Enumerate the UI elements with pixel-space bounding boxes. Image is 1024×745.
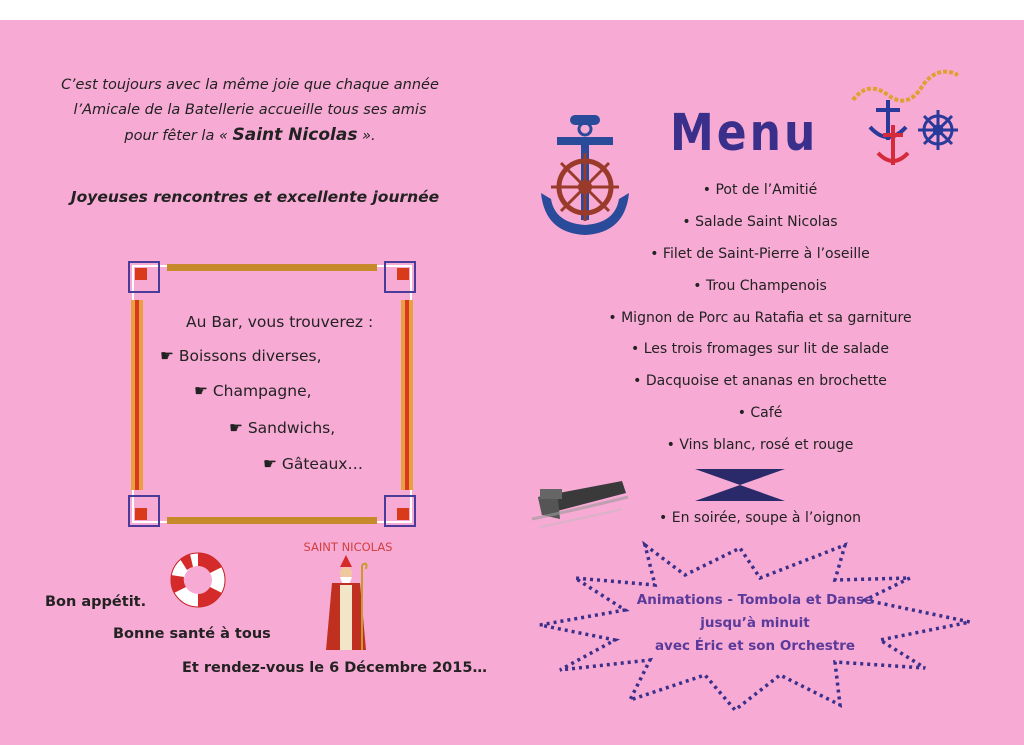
- menu-item: • Trou Champenois: [693, 278, 827, 294]
- bar-item: ☛ Gâteaux…: [263, 455, 363, 473]
- bonne-sante: Bonne santé à tous: [113, 626, 271, 642]
- menu-item: • Dacquoise et ananas en brochette: [633, 373, 887, 389]
- bar-item: ☛ Sandwichs,: [229, 419, 336, 437]
- pointing-hand-icon: ☛: [229, 419, 248, 437]
- anchors-rope-icon: [848, 65, 968, 175]
- animations-line-2: jusqu’à minuit: [700, 615, 810, 631]
- menu-item: • Mignon de Porc au Ratafia et sa garniture: [608, 310, 912, 326]
- lifebuoy-icon: [160, 545, 236, 615]
- bar-item: ☛ Boissons diverses,: [160, 347, 322, 365]
- rendez-vous: Et rendez-vous le 6 Décembre 2015…: [182, 660, 487, 676]
- menu-card: [0, 20, 1024, 745]
- menu-item: • Café: [737, 405, 783, 421]
- greeting-line: Joyeuses rencontres et excellente journée: [70, 188, 440, 206]
- intro-line-3: pour fêter la « Saint Nicolas ».: [124, 125, 376, 145]
- menu-item: • Pot de l’Amitié: [702, 182, 818, 198]
- intro-line-1: C’est toujours avec la même joie que chaque année: [61, 77, 439, 93]
- menu-item: • En soirée, soupe à l’oignon: [659, 510, 861, 526]
- bon-appetit: Bon appétit.: [45, 594, 147, 610]
- pointing-hand-icon: ☛: [194, 382, 213, 400]
- bar-title: Au Bar, vous trouverez :: [186, 313, 374, 331]
- barge-icon: [530, 475, 630, 540]
- animations-line-1: Animations - Tombola et Danse: [636, 592, 874, 608]
- intro-line-2: l’Amicale de la Batellerie accueille tous ses amis: [73, 102, 427, 118]
- menu-item: • Vins blanc, rosé et rouge: [666, 437, 854, 453]
- animations-line-3: avec Éric et son Orchestre: [654, 638, 856, 654]
- menu-title: Menu: [670, 104, 819, 163]
- bar-item: ☛ Champagne,: [194, 382, 312, 400]
- pointing-hand-icon: ☛: [160, 347, 179, 365]
- menu-item: • Salade Saint Nicolas: [682, 214, 838, 230]
- hourglass-divider-icon: [695, 469, 785, 501]
- menu-item: • Les trois fromages sur lit de salade: [630, 341, 890, 357]
- intro-paragraph: [50, 73, 450, 149]
- saint-nicolas-name: Saint Nicolas: [232, 125, 358, 145]
- saint-nicolas-label: SAINT NICOLAS: [303, 540, 393, 554]
- menu-item: • Filet de Saint-Pierre à l’oseille: [650, 246, 870, 262]
- saint-nicolas-figure-icon: [318, 555, 374, 655]
- pointing-hand-icon: ☛: [263, 455, 282, 473]
